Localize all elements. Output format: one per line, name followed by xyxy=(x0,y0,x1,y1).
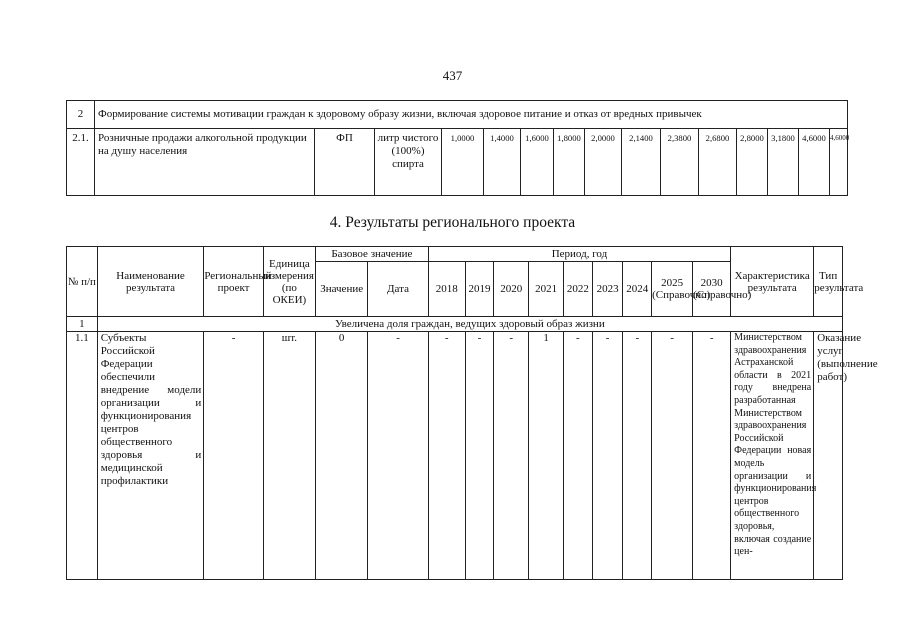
header-base-date: Дата xyxy=(368,262,428,317)
results-group-number: 1 xyxy=(67,317,98,332)
indicator-number: 2.1. xyxy=(67,129,95,196)
result-characteristic: Министерством здравоохранения Астраханской области в 2021 году внедрена разработанная Министерством здравоохранения Российской Федерации новая модель организации и функционирования центров общественного здоровья, включая создание цен- xyxy=(731,332,814,580)
header-year: 2019 xyxy=(465,262,494,317)
header-result-type: Тип результата xyxy=(814,247,843,317)
result-base-date: - xyxy=(368,332,428,580)
header-year-2030: 2030 (Справочно) xyxy=(693,262,731,317)
group-number: 2 xyxy=(67,101,95,129)
indicator-value: 1,8000 xyxy=(554,129,585,196)
result-year-value: 1 xyxy=(529,332,564,580)
header-number: № п/п xyxy=(67,247,98,317)
result-base-value: 0 xyxy=(316,332,368,580)
indicator-value: 2,0000 xyxy=(585,129,622,196)
indicator-value: 2,3800 xyxy=(661,129,699,196)
indicator-table xyxy=(66,100,848,196)
header-year: 2020 xyxy=(494,262,529,317)
result-regional: - xyxy=(204,332,263,580)
indicator-type: ФП xyxy=(315,129,375,196)
result-year-value: - xyxy=(592,332,623,580)
indicator-value: 1,4000 xyxy=(484,129,521,196)
result-year-2030: - xyxy=(693,332,731,580)
result-number: 1.1 xyxy=(67,332,98,580)
header-year-2025: 2025 (Справочно) xyxy=(652,262,693,317)
section-heading: 4. Результаты регионального проекта xyxy=(329,214,576,231)
results-group-title: Увеличена доля граждан, ведущих здоровый образ жизни xyxy=(97,317,842,332)
page-number: 437 xyxy=(442,68,463,83)
result-year-value: - xyxy=(428,332,465,580)
indicator-value: 2,8000 xyxy=(737,129,768,196)
indicator-name: Розничные продажи алкогольной продукции на душу населения xyxy=(95,129,315,196)
indicator-value: 1,6000 xyxy=(521,129,554,196)
indicator-unit: литр чистого (100%) спирта xyxy=(375,129,442,196)
header-unit: Единица измерения (по ОКЕИ) xyxy=(263,247,315,317)
indicator-value: 4,6000 xyxy=(830,129,848,196)
header-name: Наименование результата xyxy=(97,247,204,317)
header-base: Базовое значение xyxy=(316,247,429,262)
result-type: Оказание услуг (выполнение работ) xyxy=(814,332,843,580)
indicator-value: 2,6800 xyxy=(699,129,737,196)
result-unit: шт. xyxy=(263,332,315,580)
result-year-value: - xyxy=(465,332,494,580)
header-year: 2023 xyxy=(592,262,623,317)
result-name: Субъекты Российской Федерации обеспечили внедрение модели организации и функционирования центров общественного здоровья и медицинской профилактики xyxy=(97,332,204,580)
header-base-value: Значение xyxy=(316,262,368,317)
results-table xyxy=(66,246,878,580)
indicator-value: 4,6000 xyxy=(799,129,830,196)
header-year: 2018 xyxy=(428,262,465,317)
indicator-value: 1,0000 xyxy=(442,129,484,196)
header-period: Период, год xyxy=(428,247,730,262)
result-year-value: - xyxy=(494,332,529,580)
indicator-value: 2,1400 xyxy=(622,129,661,196)
header-year: 2022 xyxy=(564,262,593,317)
result-year-value: - xyxy=(623,332,652,580)
result-year-2025: - xyxy=(652,332,693,580)
result-year-value: - xyxy=(564,332,593,580)
header-characteristic: Характеристика результата xyxy=(731,247,814,317)
header-year: 2021 xyxy=(529,262,564,317)
header-regional: Региональный проект xyxy=(204,247,263,317)
group-title: Формирование системы мотивации граждан к здоровому образу жизни, включая здоровое питание и отказ от вредных привычек xyxy=(95,101,848,129)
header-year: 2024 xyxy=(623,262,652,317)
indicator-value: 3,1800 xyxy=(768,129,799,196)
